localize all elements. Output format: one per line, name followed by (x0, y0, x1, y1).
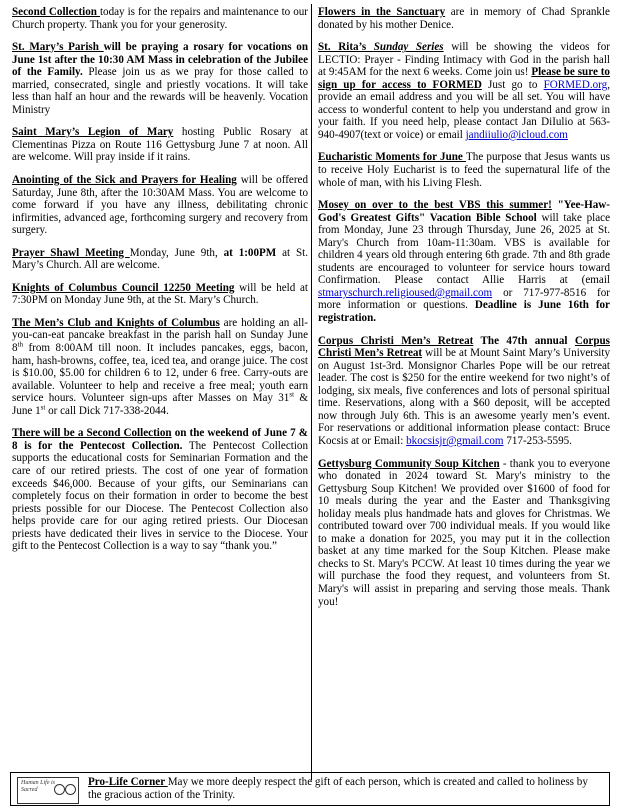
notice-title: Mosey on over to the best VBS this summer! (318, 199, 552, 212)
soup-kitchen-notice (318, 458, 610, 609)
notice-title: Flowers in the Sanctuary (318, 6, 446, 18)
notice-bold: on the weekend of June 7 & 8 is for the Pentecost Collection. (12, 427, 308, 452)
notice-title: Corpus Christi Men’s Retreat (318, 334, 610, 360)
notice-title: The Men’s Club and Knights of Columbus (12, 316, 220, 329)
notice-body: hosting Public Rosary at Clementinas Pizza on Route 116 Gettysburg June 7 at noon. All are welcome. Will pray inside if it rains. (12, 126, 308, 164)
notice-body: will take place from Monday, June 23 through Thursday, June 26, 2025 at St. Mary's Church from 10am-11:30am. VBS is available for children 4 years old through entering 6th grade. 7th and 8th grade students are encouraged to volunteer for service hours toward Confirmation. Please contact Allie Harris at (email (318, 211, 610, 287)
rosary-notice (12, 41, 308, 116)
pro-life-text (88, 776, 603, 802)
notice-body: & June 1 (12, 392, 308, 417)
notice-body: The Pentecost Collection supports the educational costs for Seminarian Formation and the care of our retired priests. The cost of one year of formation exceeds $46,000. Because of your gifts, our Seminarians can completely focus on their formation in order to become the best priests possible for our Diocese. The Pentecost Collection also helps provide care for our aging retired priests. Our Diocesan priests have dedicated their lives in service to the Diocese. Your gift to the Pentecost Collection is a way to say “thank you.” (12, 439, 308, 553)
notice-bold: "Yee-Haw-God's Greatest Gifts" Vacation Bible School (318, 199, 610, 224)
email-link[interactable]: jandiiulio@icloud.com (465, 128, 568, 141)
formed-link[interactable]: FORMED.org (543, 78, 608, 91)
notice-bold: Deadline is June 16th for registration. (318, 299, 610, 325)
eucharistic-notice (318, 151, 610, 189)
notice-bold: Please be sure to sign up for access to FORMED (318, 66, 610, 91)
notice-title: Eucharistic Moments for June (318, 151, 467, 164)
superscript: st (289, 390, 295, 399)
human-life-logo (17, 777, 79, 804)
email-link[interactable]: bkocsisjr@gmail.com (406, 434, 504, 447)
notice-title: Knights of Columbus Council 12250 Meeting (12, 281, 235, 294)
notice-body: are holding an all-you-can-eat pancake breakfast in the parish hall on Sunday June 8 (12, 316, 308, 355)
notice-title: Gettysburg Community Soup Kitchen (318, 457, 500, 470)
notice-title-italic: Sunday Series (373, 41, 444, 54)
notice-body: will be held at 7:30PM on Monday June 9th, at the St. Mary’s Church. (12, 281, 308, 307)
notice-body: Monday, June 9th, (129, 246, 224, 259)
notice-title: Prayer Shawl Meeting (12, 246, 130, 259)
notice-body: , provide an email address and you will be all set. You will have access to wonderful content to help you understand and grow in your faith. If you need help, please contact Jan DiIulio at 563-940-4907(text or voice) or email (318, 78, 610, 141)
notice-body: The purpose that Jesus wants us to receive Holy Eucharist is to feed the supernatural life of the whole of man, with his Living Flesh. (318, 151, 610, 189)
second-collection-notice (12, 6, 308, 31)
notice-title: Second Collection (12, 6, 100, 18)
kofc-meeting-notice (12, 282, 308, 307)
superscript: st (40, 403, 46, 412)
notice-body: today is for the repairs and maintenance to our Church property. Thank you for your generosity. (12, 6, 308, 31)
notice-body: will be at Mount Saint Mary’s University on August 1st-3rd. Monsignor Charles Pope will be our retreat leader. The cost is $250 for the entire weekend for two night’s of lodging, six meals, five conferences and lots of personal spiritual time. Reservations, along with a $60 deposit, will be accepted now through July 6th. This is an awesome yearly men’s event. For reservations or additional information please contact: Bruce Kocsis at or Email: (318, 347, 610, 447)
column-divider (311, 4, 312, 780)
notice-bold: The 47th annual (473, 334, 575, 347)
circle-icon (54, 784, 65, 795)
vbs-notice (318, 199, 610, 324)
circle-icon (65, 784, 76, 795)
notice-title: Saint Mary’s Legion of Mary (12, 126, 174, 139)
notice-title: Pro-Life Corner (88, 776, 168, 788)
pro-life-corner-box (10, 772, 610, 806)
notice-title: St. Mary’s Parish (12, 41, 104, 54)
notice-body: or 717-977-8516 for more information or questions. (318, 286, 610, 312)
mens-retreat-notice (318, 335, 610, 448)
notice-body: at St. Mary’s Church. All are welcome. (12, 246, 308, 272)
notice-body: from 8:00AM till noon. It includes pancakes, eggs, bacon, ham, hash-browns, coffee, tea, iced tea, and orange juice. The cost is $10.00, $5.00 for children 6 to 12, under 6 free. Carry-outs are available. Volunteer to help and receive a free meal; youth earn service hours. Volunteer sign-ups after Masses on May 31 (12, 342, 308, 405)
notice-bold: at 1:00PM (223, 246, 277, 259)
sunday-series-notice (318, 41, 610, 141)
notice-body: - thank you to everyone who donated in 2024 toward St. Mary's ministry to the Gettysburg Soup Kitchen! We provided over $1600 of food for 10 meals during the year and the Easter and Thanksgiving holiday meals plus handmade hats and gloves for Christmas. We contributed toward over 700 individual meals. If you would like to make a donation for 2025, you may put it in the collection basket at any time marked for the Soup Kitchen. Please make checks to St. Mary's PCCW. At least 10 times during the year we will purchase the food they request, and volunteers from St. Mary's will assist in preparing and serving those meals. Thank you! (318, 457, 610, 608)
notice-body: will be offered Saturday, June 8th, after the 10:30AM Mass. You are welcome to come forward if you have any illness, debilitating chronic infirmities, advanced age, forthcoming surgery and recovery from surgery. (12, 174, 309, 237)
notice-title: Corpus Christi Men’s Retreat (318, 334, 474, 347)
notice-bold: will be praying a rosary for vocations on June 1st after the 10:30 AM Mass in celebration of the Jubilee of the Family. (12, 41, 308, 79)
notice-body: 717-253-5595. (503, 434, 572, 447)
pancake-breakfast-notice (12, 317, 308, 417)
logo-text: Human Life is Sacred (21, 780, 56, 793)
notice-title: St. Rita’s (318, 41, 374, 54)
notice-body: Just go to (481, 78, 544, 91)
legion-notice (12, 126, 308, 164)
superscript: th (17, 340, 23, 349)
right-column (318, 6, 610, 618)
notice-body: Please join us as we pray for those called to married, consecrated, single and priestly vocations. It will take less than half an hour and the rewards will be heavenly. Vocation Ministry (12, 66, 308, 116)
email-link[interactable]: stmaryschurch.religioused@gmail.com (318, 286, 493, 299)
notice-body: or call Dick 717-338-2044. (45, 404, 169, 417)
pentecost-collection-notice (12, 427, 308, 552)
notice-title: Anointing of the Sick and Prayers for Healing (12, 174, 237, 187)
prayer-shawl-notice (12, 247, 308, 272)
flowers-notice (318, 6, 610, 31)
notice-body: will be showing the videos for LECTIO: Prayer - Finding Intimacy with God in the parish hall at 9:45AM for the next 6 weeks. Come join us! (318, 41, 610, 79)
notice-body: May we more deeply respect the gift of each person, which is created and called to holiness by the gracious action of the Trinity. (88, 776, 588, 801)
left-column (12, 6, 308, 563)
notice-title: There will be a Second Collection (12, 427, 172, 440)
anointing-notice (12, 174, 308, 237)
notice-body: are in memory of Chad Sprankle donated by his mother Denice. (318, 6, 610, 31)
